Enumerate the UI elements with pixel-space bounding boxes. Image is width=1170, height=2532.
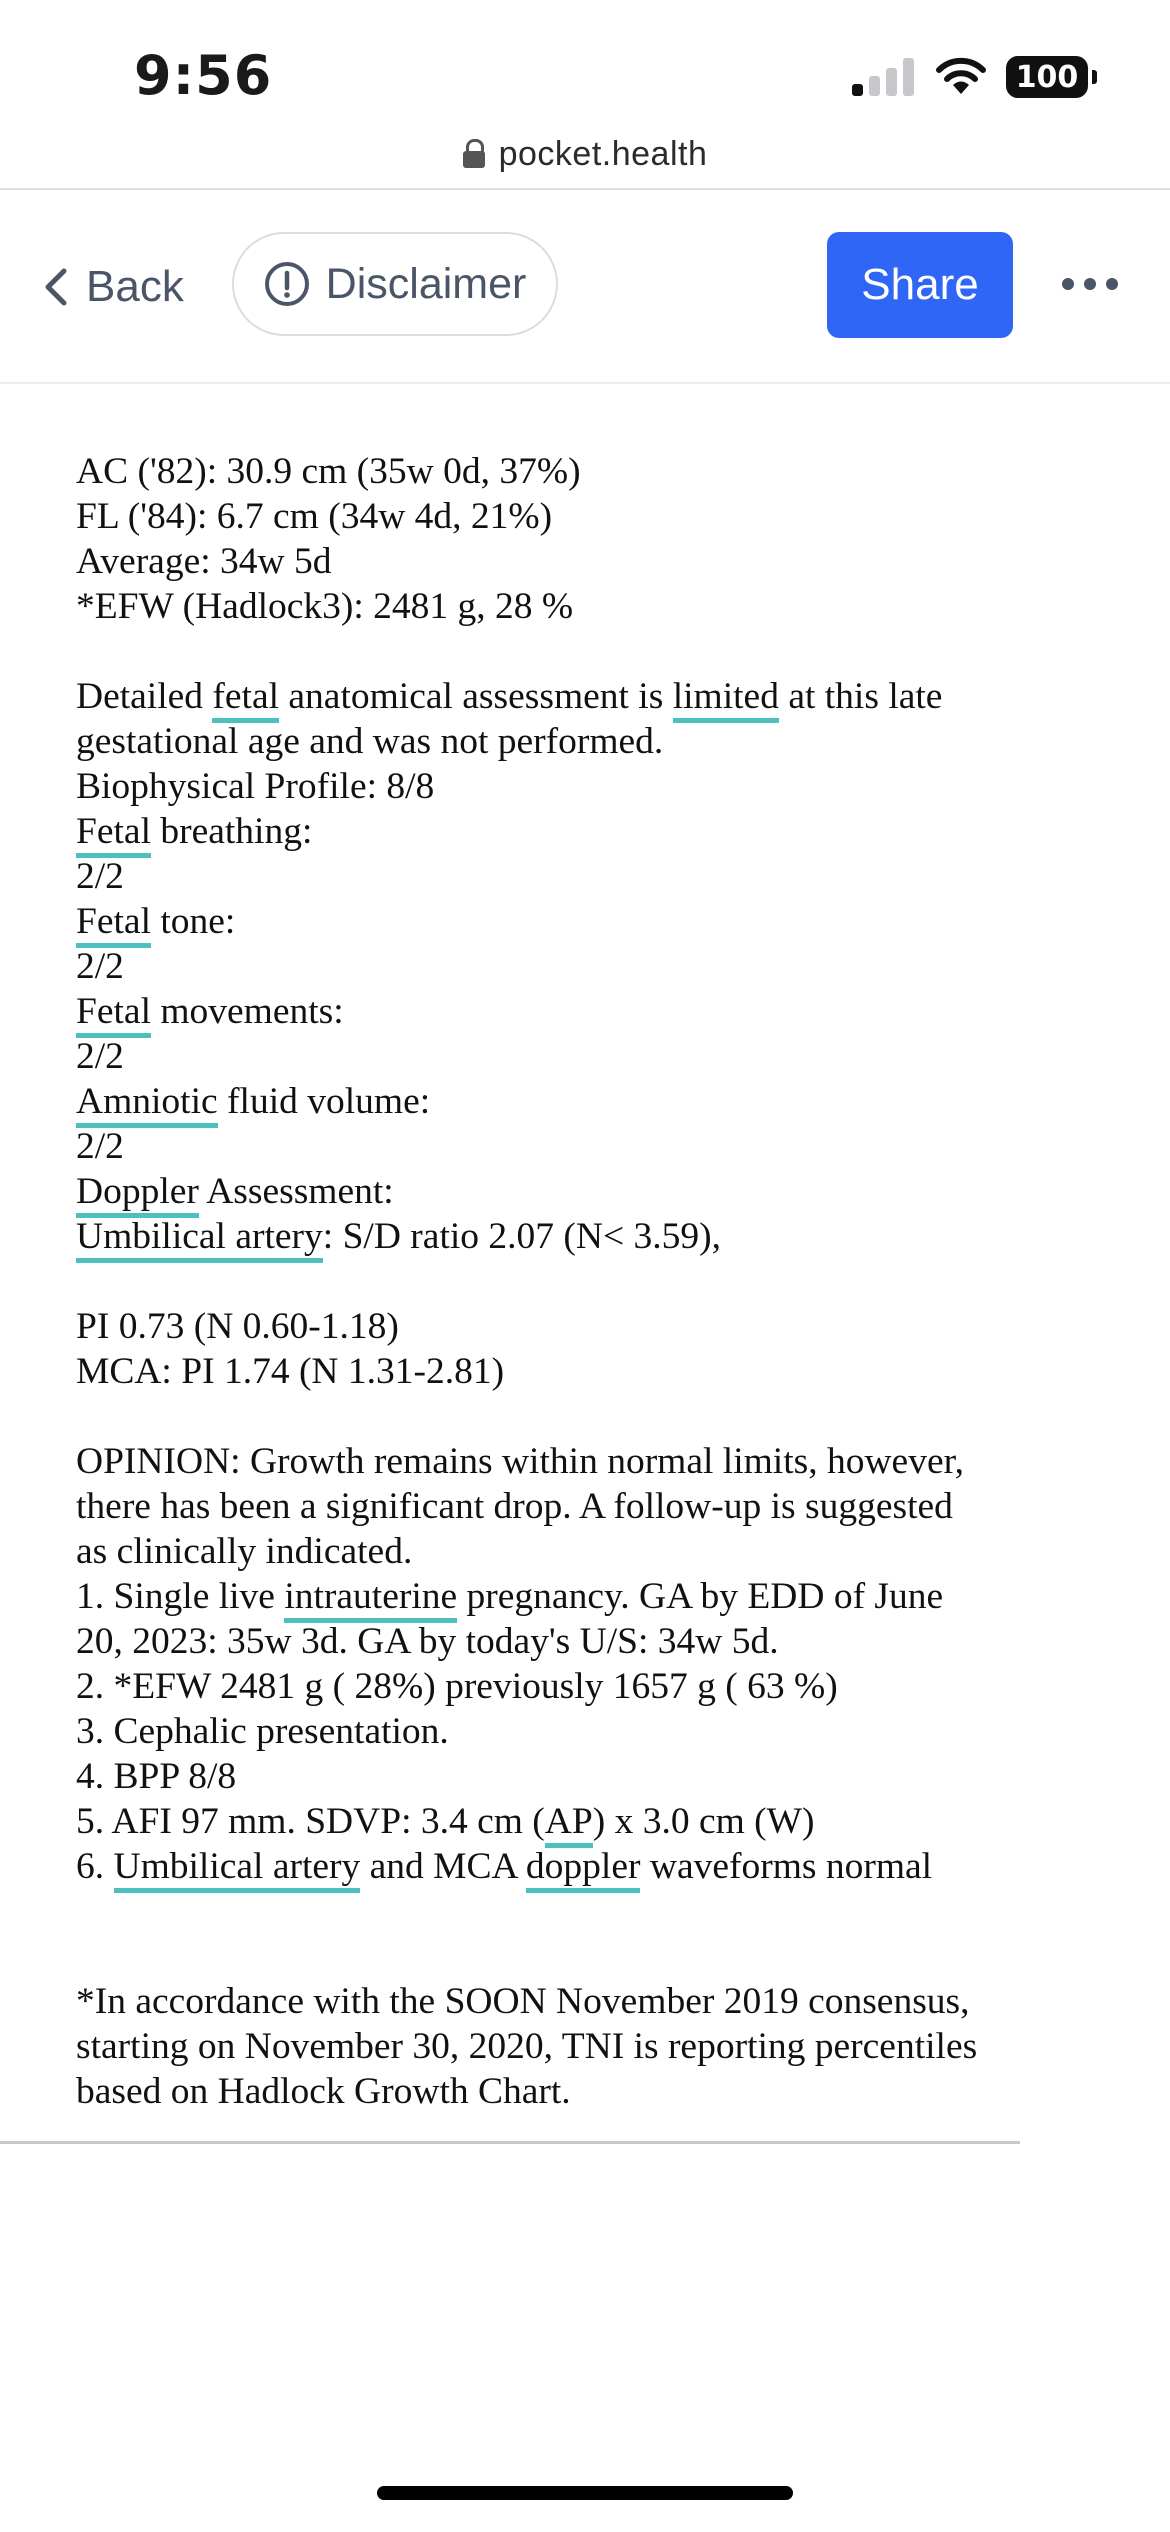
url-text: pocket.health bbox=[498, 134, 708, 173]
info-circle-icon bbox=[264, 261, 310, 307]
doppler-title: Doppler Assessment: bbox=[76, 1169, 1036, 1214]
opinion-item-1: 1. Single live intrauterine pregnancy. GA by EDD of June bbox=[76, 1574, 1036, 1619]
home-indicator[interactable] bbox=[377, 2486, 793, 2500]
opinion-item-2: 2. *EFW 2481 g ( 28%) previously 1657 g ( 63 %) bbox=[76, 1666, 838, 1707]
highlighted-term[interactable]: Fetal bbox=[76, 811, 151, 858]
doppler-pi: PI 0.73 (N 0.60-1.18) bbox=[76, 1306, 399, 1347]
report-line-fl: FL ('84): 6.7 cm (34w 4d, 21%) bbox=[76, 496, 553, 537]
bpp-score: 2/2 bbox=[76, 946, 124, 987]
wifi-icon bbox=[933, 54, 989, 96]
bpp-score: 2/2 bbox=[76, 856, 124, 897]
opinion-line: 20, 2023: 35w 3d. GA by today's U/S: 34w 5d. bbox=[76, 1621, 779, 1662]
back-label: Back bbox=[86, 262, 184, 311]
highlighted-term[interactable]: fetal bbox=[212, 676, 279, 723]
highlighted-term[interactable]: Fetal bbox=[76, 991, 151, 1038]
report-toolbar bbox=[0, 190, 1170, 384]
disclaimer-button[interactable] bbox=[232, 232, 558, 336]
report-line-efw: *EFW (Hadlock3): 2481 g, 28 % bbox=[76, 586, 574, 627]
opinion-line: there has been a significant drop. A follow-up is suggested bbox=[76, 1486, 953, 1527]
bpp-fluid: Amniotic fluid volume: bbox=[76, 1079, 1036, 1124]
report-body bbox=[76, 449, 1036, 2114]
more-options-icon[interactable] bbox=[1062, 264, 1118, 304]
doppler-mca: MCA: PI 1.74 (N 1.31-2.81) bbox=[76, 1351, 505, 1392]
opinion-item-3: 3. Cephalic presentation. bbox=[76, 1711, 449, 1752]
status-bar bbox=[0, 0, 1170, 120]
report-line: gestational age and was not performed. bbox=[76, 721, 664, 762]
bpp-breathing: Fetal breathing: bbox=[76, 809, 1036, 854]
bpp-score: 2/2 bbox=[76, 1036, 124, 1077]
report-line-ac: AC ('82): 30.9 cm (35w 0d, 37%) bbox=[76, 451, 581, 492]
footnote-line: starting on November 30, 2020, TNI is reporting percentiles bbox=[76, 2026, 978, 2067]
opinion-item-4: 4. BPP 8/8 bbox=[76, 1756, 237, 1797]
highlighted-term[interactable]: AP bbox=[545, 1801, 593, 1848]
back-button[interactable] bbox=[40, 250, 184, 324]
address-bar[interactable] bbox=[0, 120, 1170, 190]
opinion-item-5: 5. AFI 97 mm. SDVP: 3.4 cm (AP) x 3.0 cm (W) bbox=[76, 1799, 1036, 1844]
bpp-score: 2/2 bbox=[76, 1126, 124, 1167]
highlighted-term[interactable]: Umbilical artery bbox=[76, 1216, 323, 1263]
battery-icon: 100 bbox=[1006, 56, 1088, 98]
bpp-title: Biophysical Profile: 8/8 bbox=[76, 766, 435, 807]
report-line-average: Average: 34w 5d bbox=[76, 541, 332, 582]
footnote-line: *In accordance with the SOON November 2019 consensus, bbox=[76, 1981, 970, 2022]
highlighted-term[interactable]: limited bbox=[673, 676, 779, 723]
opinion-line: OPINION: Growth remains within normal limits, however, bbox=[76, 1441, 964, 1482]
lock-icon bbox=[463, 139, 485, 169]
bpp-tone: Fetal tone: bbox=[76, 899, 1036, 944]
footnote-line: based on Hadlock Growth Chart. bbox=[76, 2071, 571, 2112]
report-divider bbox=[0, 2141, 1020, 2144]
highlighted-term[interactable]: intrauterine bbox=[284, 1576, 457, 1623]
doppler-ua: Umbilical artery: S/D ratio 2.07 (N< 3.59), bbox=[76, 1214, 1036, 1259]
opinion-item-6: 6. Umbilical artery and MCA doppler waveforms normal bbox=[76, 1844, 1036, 1889]
status-time: 9:56 bbox=[134, 44, 273, 107]
disclaimer-label: Disclaimer bbox=[325, 259, 527, 308]
opinion-line: as clinically indicated. bbox=[76, 1531, 413, 1572]
report-line-assessment: Detailed fetal anatomical assessment is limited at this late bbox=[76, 674, 1036, 719]
bpp-movements: Fetal movements: bbox=[76, 989, 1036, 1034]
highlighted-term[interactable]: doppler bbox=[526, 1846, 641, 1893]
highlighted-term[interactable]: Fetal bbox=[76, 901, 151, 948]
chevron-left-icon bbox=[40, 265, 70, 309]
cellular-signal-icon bbox=[852, 58, 914, 96]
highlighted-term[interactable]: Umbilical artery bbox=[114, 1846, 361, 1893]
highlighted-term[interactable]: Amniotic bbox=[76, 1081, 218, 1128]
highlighted-term[interactable]: Doppler bbox=[76, 1171, 199, 1218]
share-button[interactable]: Share bbox=[827, 232, 1013, 338]
